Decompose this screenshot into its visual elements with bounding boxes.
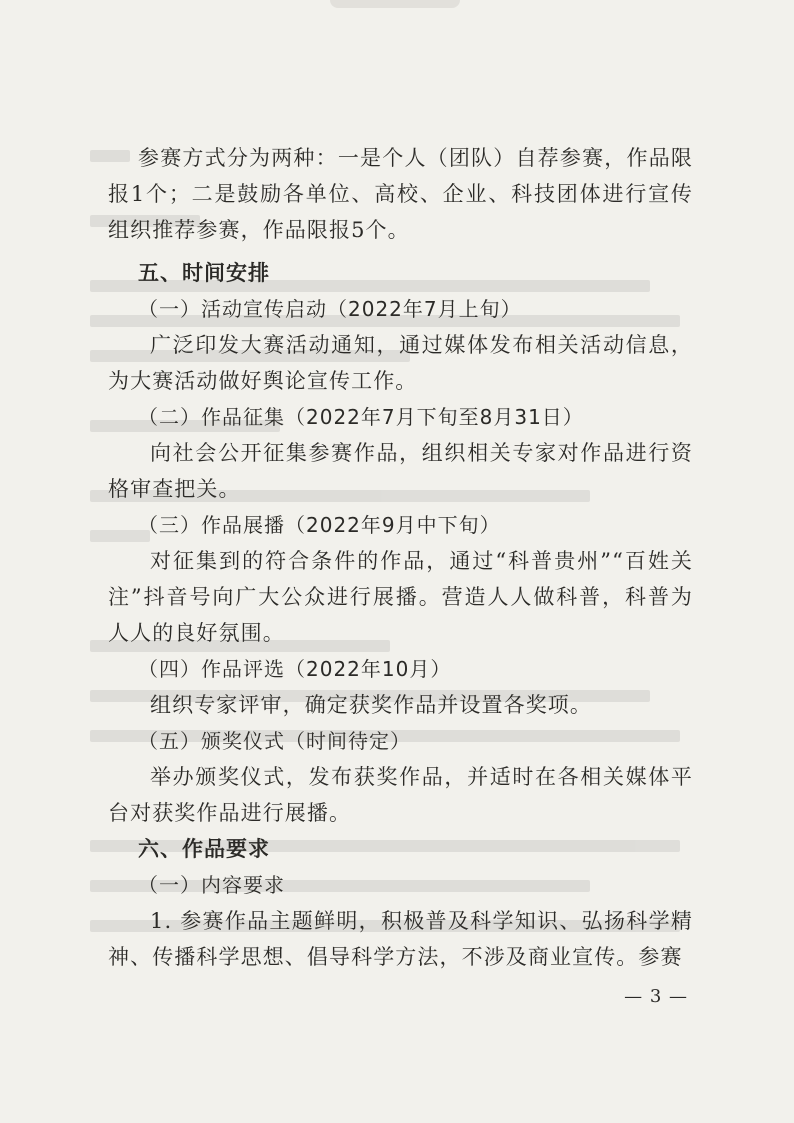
section-5-item-1-body: 广泛印发大赛活动通知，通过媒体发布相关活动信息，为大赛活动做好舆论宣传工作。 [108,333,693,393]
section-5-item-2-body: 向社会公开征集参赛作品，组织相关专家对作品进行资格审查把关。 [108,441,693,501]
section-5-heading: 五、时间安排 [138,261,270,285]
section-5-item-1-heading: （一）活动宣传启动（2022年7月上旬） [138,297,522,321]
section-5-item-3-heading: （三）作品展播（2022年9月中下旬） [138,513,501,537]
section-6-heading: 六、作品要求 [138,837,270,861]
section-5-item-5-heading: （五）颁奖仪式（时间待定） [138,729,411,753]
section-5-item-3-body: 对征集到的符合条件的作品，通过“科普贵州”“百姓关注”抖音号向广大公众进行展播。营造人人做科普，科普为人人的良好氛围。 [108,549,693,645]
section-6-body: 1. 参赛作品主题鲜明，积极普及科学知识、弘扬科学精神、传播科学思想、倡导科学方法，不涉及商业宣传。参赛 [108,909,693,969]
document-page [108,140,693,975]
intro-paragraph: 参赛方式分为两种：一是个人（团队）自荐参赛，作品限报1个；二是鼓励各单位、高校、企业、科技团体进行宣传组织推荐参赛，作品限报5个。 [108,146,693,242]
scan-artifact [330,0,460,8]
section-5-item-5-body: 举办颁奖仪式，发布获奖作品，并适时在各相关媒体平台对获奖作品进行展播。 [108,765,693,825]
section-5-item-4-heading: （四）作品评选（2022年10月） [138,657,452,681]
section-5-item-2-heading: （二）作品征集（2022年7月下旬至8月31日） [138,405,584,429]
section-6-subheading: （一）内容要求 [138,873,285,897]
section-5-item-4-body: 组织专家评审，确定获奖作品并设置各奖项。 [150,693,592,717]
page-number: — 3 — [624,986,688,1007]
